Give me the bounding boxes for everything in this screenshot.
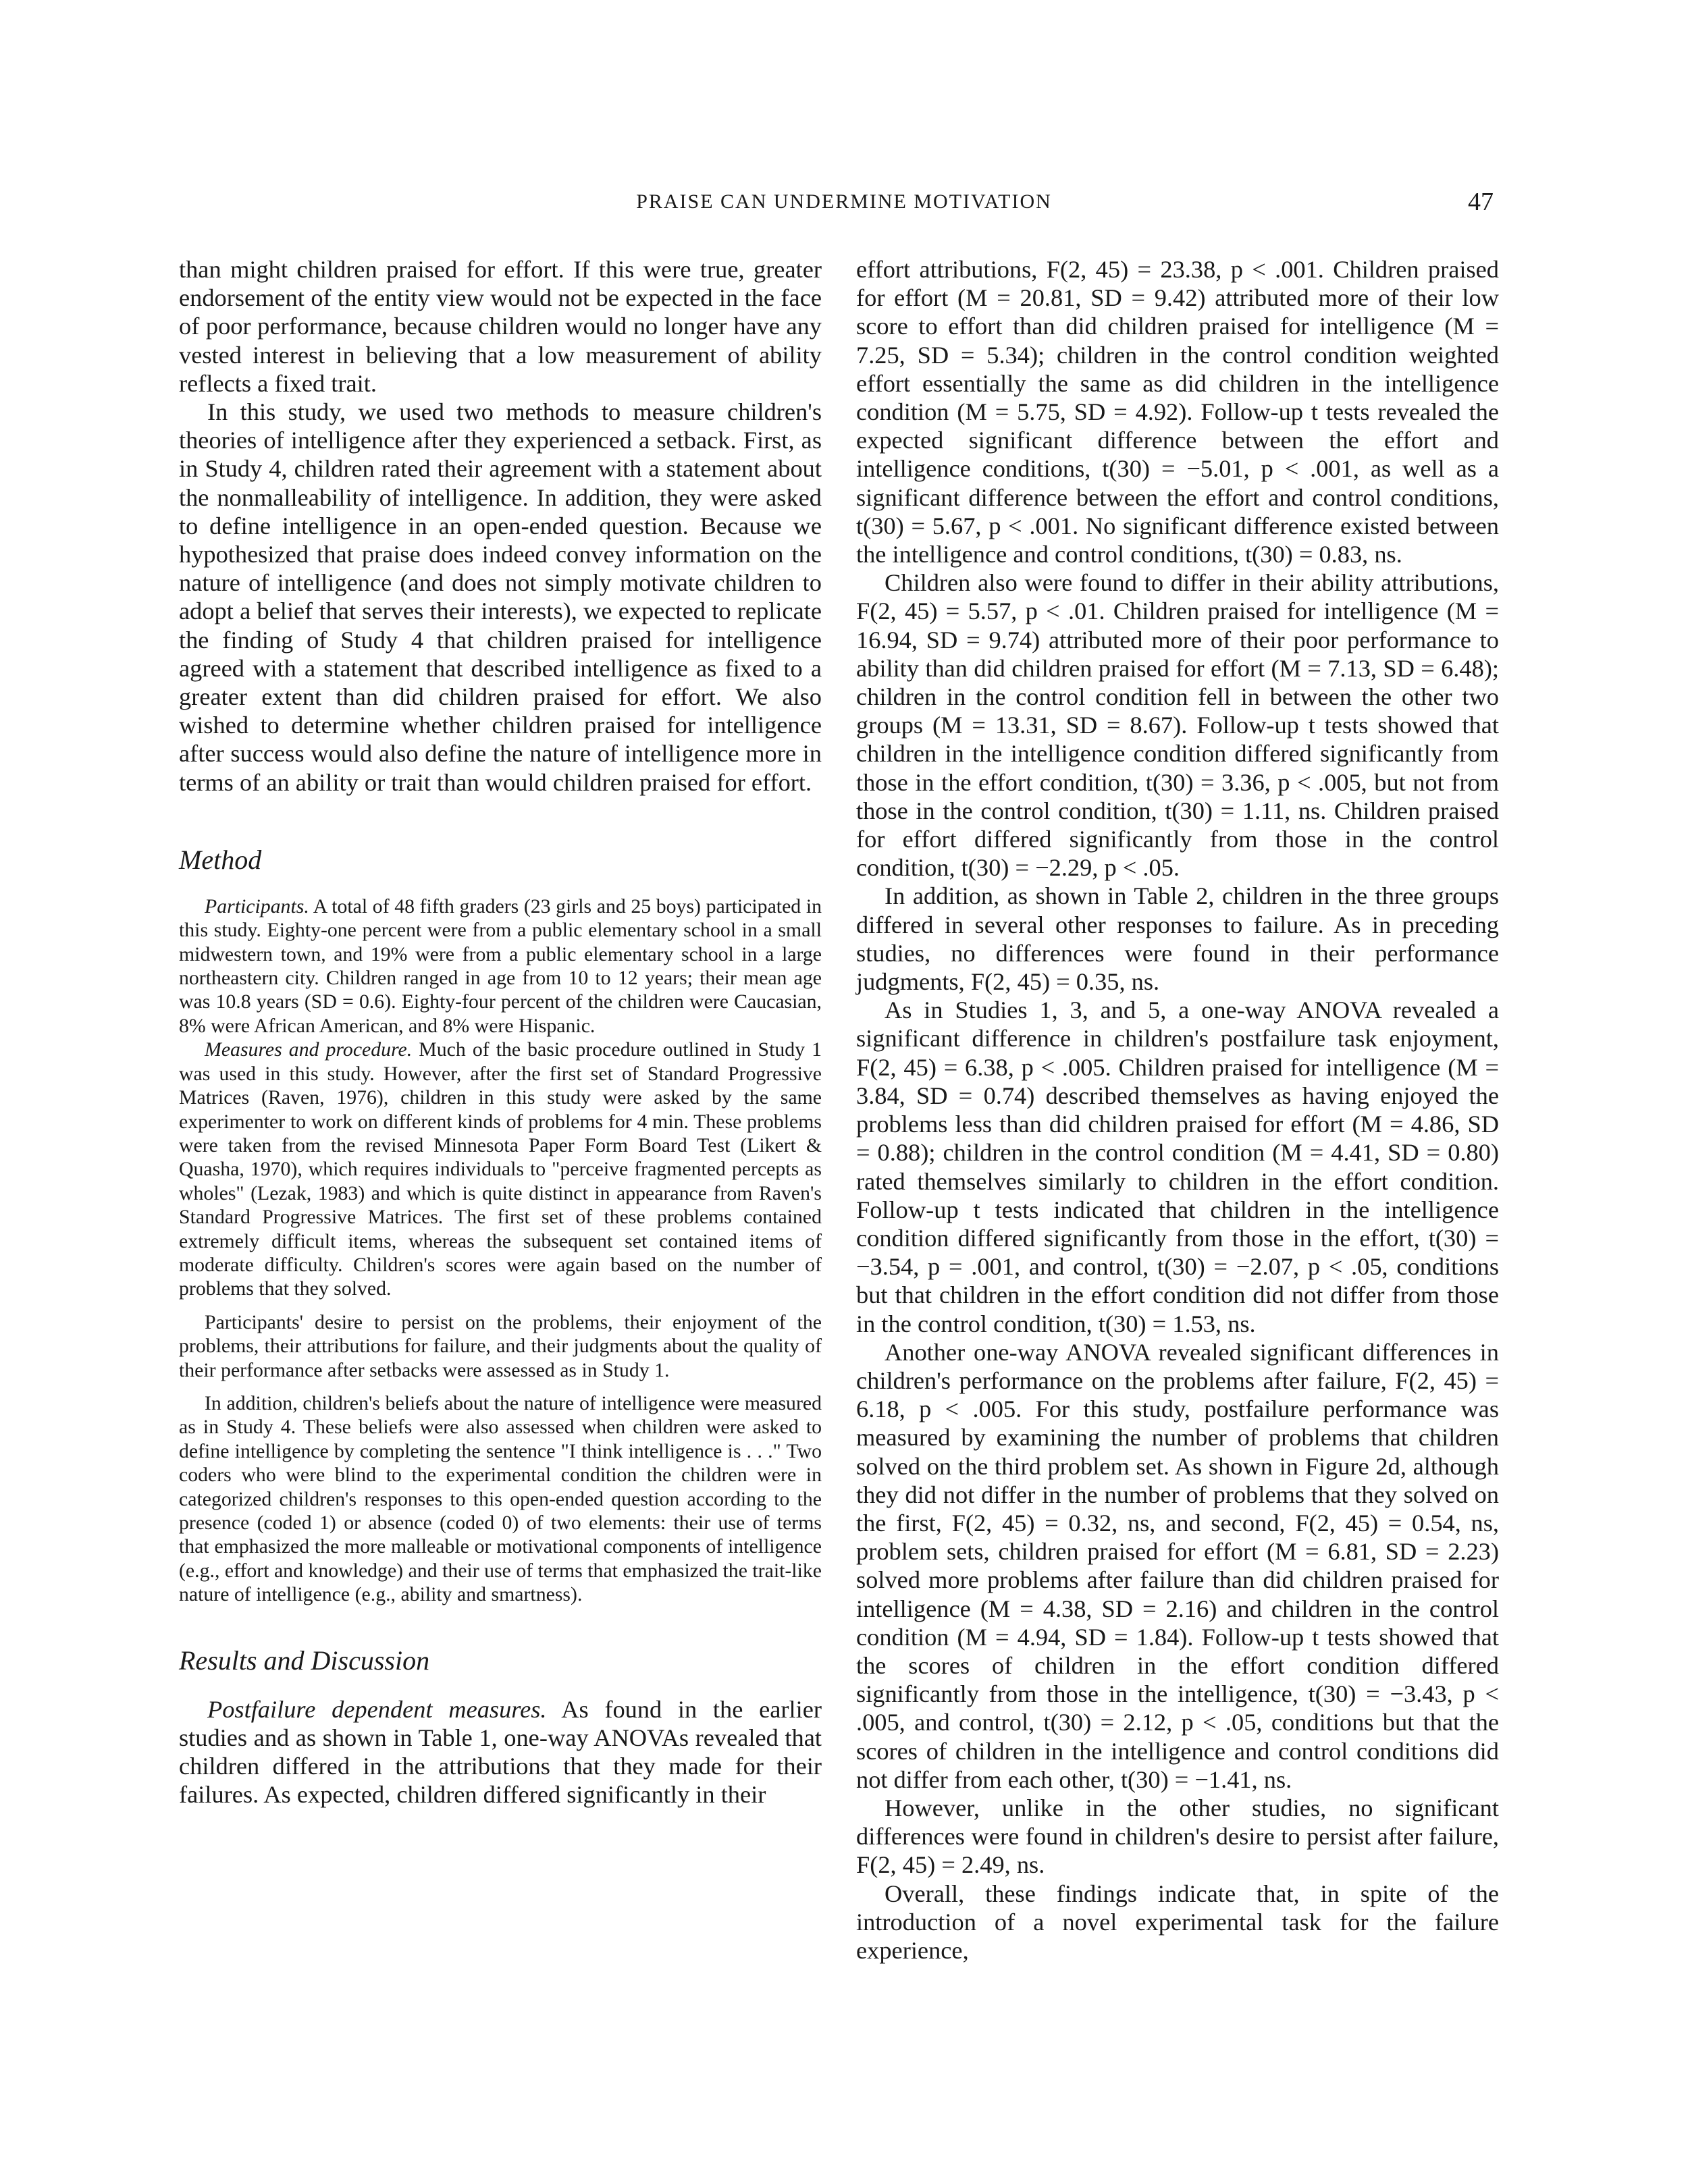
postfailure-text: As found in the earlier studies and as shown in Table 1, one-way ANOVAs revealed that children differed in the attributions that they made for their failures. As expected, children differed significantly in their [179,1695,822,1809]
body-paragraph-5: Another one-way ANOVA revealed significant differences in children's performance on the problems after failure, F(2, 45) = 6.18, p < .005. For this study, postfailure performance was measured by examining the number of problems that children solved on the third problem set. As shown in Figure 2d, although they did not differ in the number of problems that they solved on the first, F(2, 45) = 0.32, ns, and second, F(2, 45) = 0.54, ns, problem sets, children praised for effort (M = 6.81, SD = 2.23) solved more problems after failure than did children praised for intelligence (M = 4.38, SD = 2.16) and children in the control condition (M = 4.94, SD = 1.84). Follow-up t tests showed that the scores of children in the effort condition differed significantly from those in the intelligence, t(30) = −3.43, p < .005, and control, t(30) = 2.12, p < .05, conditions but that the scores of children in the intelligence and control conditions did not differ from each other, t(30) = −1.41, ns. [856,1338,1499,1793]
body-paragraph-6: However, unlike in the other studies, no significant differences were found in children's desire to persist after failure, F(2, 45) = 2.49, ns. [856,1794,1499,1879]
measures-text: Much of the basic procedure outlined in Study 1 was used in this study. However, after the first set of Standard Progressive Matrices (Raven, 1976), children in this study were asked by the same experimenter to work on different kinds of problems for 4 min. These problems were taken from the revised Minnesota Paper Form Board Test (Likert & Quasha, 1970), which requires individuals to "perceive fragmented percepts as wholes" (Lezak, 1983) and which is quite distinct in appearance from Raven's Standard Progressive Matrices. The first set of these problems contained extremely difficult items, whereas the subsequent set contained items of moderate difficulty. Children's scores were again based on the number of problems that they solved. [179,1038,822,1300]
method-paragraph-2: In addition, children's beliefs about the nature of intelligence were measured as in Study 4. These beliefs were also assessed when children were asked to define intelligence by completing the sentence "I think intelligence is . . ." Two coders who were blind to the experimental condition the children were in categorized children's responses to this open-ended question according to the presence (coded 1) or absence (coded 0) of two elements: their use of terms that emphasized the more malleable or motivational components of intelligence (e.g., effort and knowledge) and their use of terms that emphasized the trait-like nature of intelligence (e.g., ability and smartness). [179,1391,822,1606]
left-column [179,255,822,1809]
intro-paragraph-2: In this study, we used two methods to measure children's theories of intelligence after they experienced a setback. First, as in Study 4, children rated their agreement with a statement about the nonmalleability of intelligence. In addition, they were asked to define intelligence in an open-ended question. Because we hypothesized that praise does indeed convey information on the nature of intelligence (and does not simply motivate children to adopt a belief that serves their interests), we expected to replicate the finding of Study 4 that children praised for intelligence agreed with a statement that described intelligence as fixed to a greater extent than did children praised for effort. We also wished to determine whether children praised for intelligence after success would also define the nature of intelligence more in terms of an ability or trait than would children praised for effort. [179,398,822,796]
method-heading: Method [179,844,262,875]
measures-paragraph [179,1038,822,1300]
postfailure-label: Postfailure dependent measures. [207,1695,547,1723]
page-number: 47 [1468,188,1494,216]
participants-label: Participants. [205,895,309,917]
body-paragraph-7: Overall, these findings indicate that, in spite of the introduction of a novel experimental task for the failure experience, [856,1880,1499,1964]
body-paragraph-2: Children also were found to differ in their ability attributions, F(2, 45) = 5.57, p < .01. Children praised for intelligence (M = 16.94, SD = 9.74) attributed more of their poor performance to ability than did children praised for effort (M = 7.13, SD = 6.48); children in the control condition fell in between the other two groups (M = 13.31, SD = 8.67). Follow-up t tests showed that children in the intelligence condition differed significantly from those in the effort condition, t(30) = 3.36, p < .005, but not from those in the control condition, t(30) = 1.11, ns. Children praised for effort differed significantly from those in the control condition, t(30) = −2.29, p < .05. [856,569,1499,882]
body-paragraph-3: In addition, as shown in Table 2, children in the three groups differed in several other responses to failure. As in preceding studies, no differences were found in their performance judgments, F(2, 45) = 0.35, ns. [856,882,1499,996]
results-heading: Results and Discussion [179,1645,430,1676]
right-column [856,255,1499,1965]
body-paragraph-4: As in Studies 1, 3, and 5, a one-way ANOVA revealed a significant difference in children's postfailure task enjoyment, F(2, 45) = 6.38, p < .005. Children praised for intelligence (M = 3.84, SD = 0.74) described themselves as having enjoyed the problems less than did children praised for effort (M = 4.86, SD = 0.88); children in the control condition (M = 4.41, SD = 0.80) rated themselves similarly to children in the effort condition. Follow-up t tests indicated that children in the intelligence condition differed significantly from those in the effort, t(30) = −3.54, p = .001, and control, t(30) = −2.07, p < .05, conditions but that children in the effort condition did not differ from those in the control condition, t(30) = 1.53, ns. [856,996,1499,1337]
intro-paragraph-1: than might children praised for effort. If this were true, greater endorsement of the entity view would not be expected in the face of poor performance, because children would no longer have any vested interest in believing that a low measurement of ability reflects a fixed trait. [179,256,822,397]
running-head: PRAISE CAN UNDERMINE MOTIVATION [636,190,1052,213]
participants-text: A total of 48 fifth graders (23 girls and 25 boys) participated in this study. Eighty-one percent were from a public elementary school in a small midwestern town, and 19% were from a public elementary school in a large northeastern city. Children ranged in age from 10 to 12 years; their mean age was 10.8 years (SD = 0.6). Eighty-four percent of the children were Caucasian, 8% were African American, and 8% were Hispanic. [179,895,822,1037]
measures-label: Measures and procedure. [205,1038,413,1061]
body-paragraph-1: effort attributions, F(2, 45) = 23.38, p < .001. Children praised for effort (M = 20.81, SD = 9.42) attributed more of their low score to effort than did children praised for intelligence (M = 7.25, SD = 5.34); children in the control condition weighted effort essentially the same as did children in the intelligence condition (M = 5.75, SD = 4.92). Follow-up t tests revealed the expected significant difference between the effort and intelligence conditions, t(30) = −5.01, p < .001, as well as a significant difference between the effort and control conditions, t(30) = 5.67, p < .001. No significant difference existed between the intelligence and control conditions, t(30) = 0.83, ns. [856,256,1499,568]
postfailure-paragraph [179,1695,822,1809]
participants-paragraph [179,895,822,1038]
method-paragraph-1: Participants' desire to persist on the problems, their enjoyment of the problems, their attributions for failure, and their judgments about the quality of their performance after setbacks were assessed as in Study 1. [179,1310,822,1381]
